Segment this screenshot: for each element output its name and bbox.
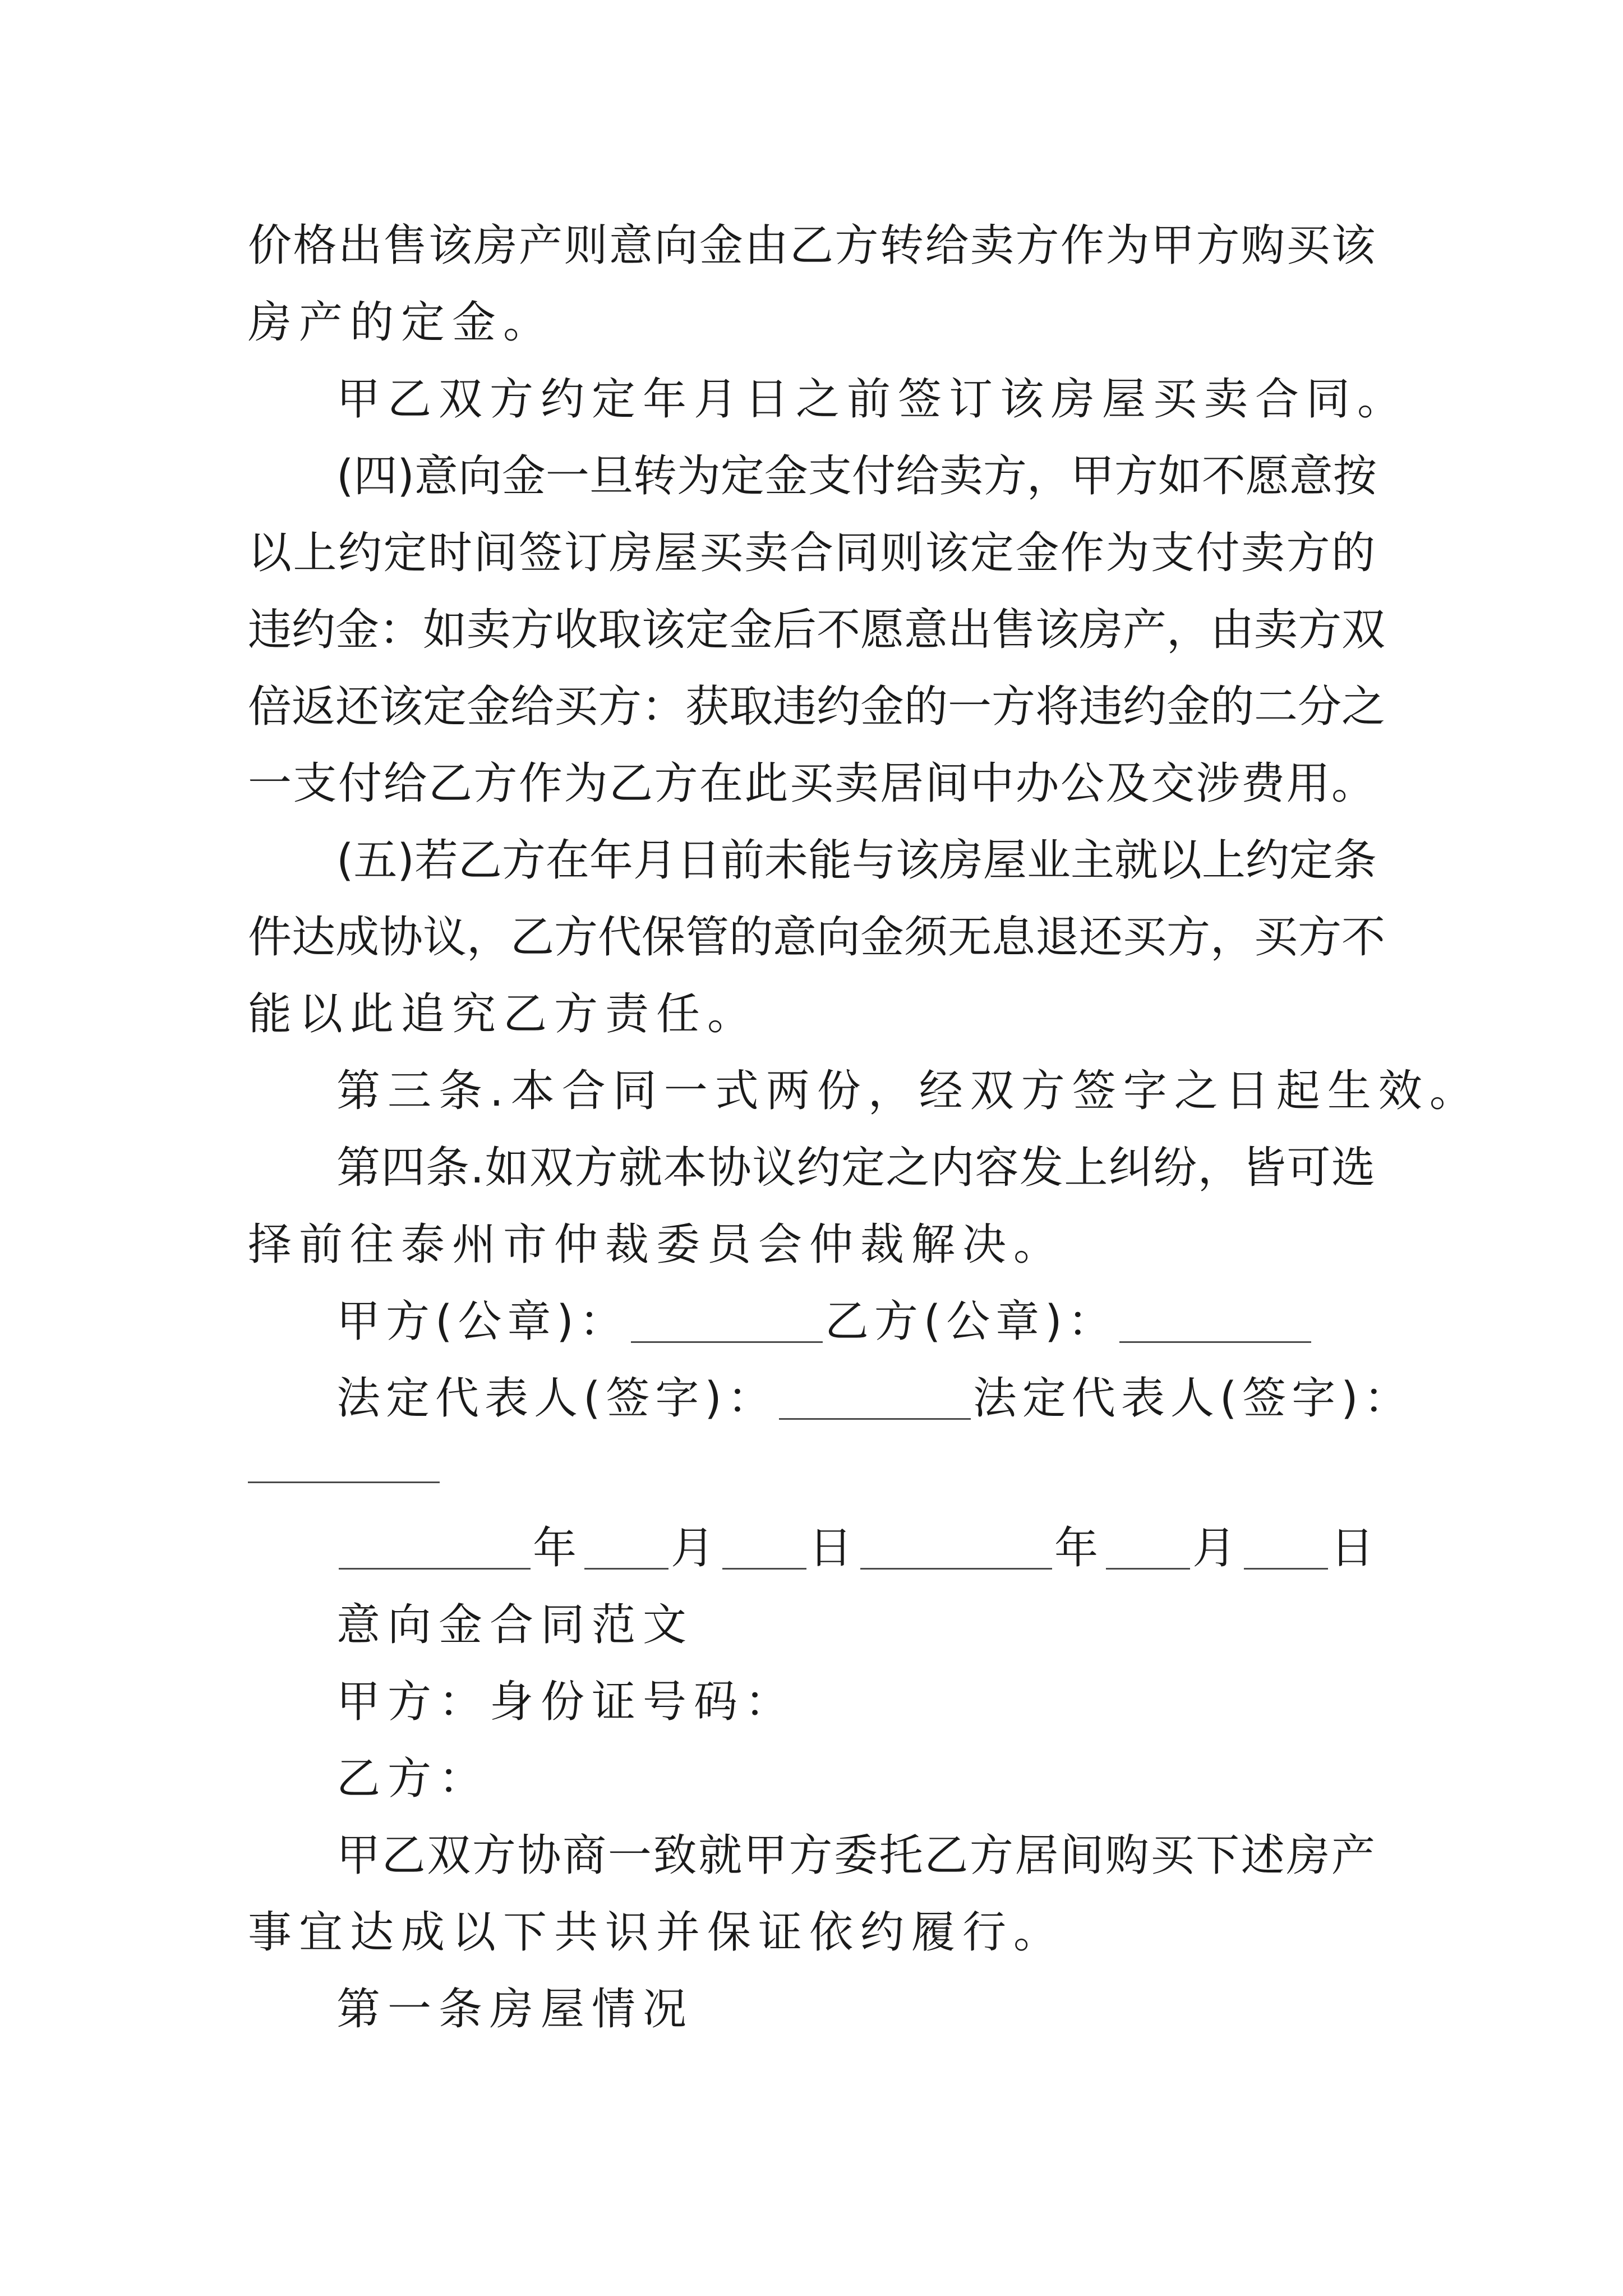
year-label: 年 (533, 1523, 583, 1573)
article-1-heading: 第一条房屋情况 (336, 1984, 694, 2035)
year-label: 年 (1054, 1523, 1104, 1573)
clause-4-line: (四)意向金一旦转为定金支付给卖方，甲方如不愿意按 (336, 451, 1377, 501)
month-b-blank[interactable] (1106, 1524, 1190, 1570)
rep-b-label: 法定代表人(签字)： (972, 1373, 1413, 1424)
intro-line: 甲乙双方协商一致就甲方委托乙方居间购买下述房产 (336, 1830, 1375, 1881)
body-text-line: 倍返还该定金给买方：获取违约金的一方将违约金的二分之 (248, 682, 1386, 732)
body-text-line: 甲乙双方约定年月日之前签订该房屋买卖合同。 (336, 374, 1409, 425)
month-label: 月 (1192, 1523, 1242, 1573)
party-b-seal-blank[interactable] (1119, 1297, 1311, 1343)
seal-row (336, 1294, 1313, 1350)
body-text-line: 一支付给乙方作为乙方在此买卖居间中办公及交涉费用。 (248, 758, 1375, 809)
year-b-blank[interactable] (860, 1524, 1052, 1570)
party-b-line: 乙方： (336, 1754, 490, 1804)
intro-line: 事宜达成以下共识并保证依约履行。 (248, 1907, 1065, 1958)
party-a-seal-label: 甲方(公章)： (336, 1296, 629, 1347)
party-a-line: 甲方：身份证号码： (336, 1677, 796, 1727)
month-a-blank[interactable] (584, 1524, 668, 1570)
clause-5-line: (五)若乙方在年月日前未能与该房屋业主就以上约定条 (336, 835, 1377, 886)
body-text-line: 违约金：如卖方收取该定金后不愿意出售该房产，由卖方双 (248, 605, 1386, 655)
body-text-line: 价格出售该房产则意向金由乙方转给卖方作为甲方购买该 (248, 220, 1375, 271)
rep-b-signature-blank[interactable] (248, 1481, 440, 1483)
representative-row (336, 1370, 1413, 1427)
body-text-line: 择前往泰州市仲裁委员会仲裁解决。 (248, 1220, 1065, 1270)
day-label: 日 (809, 1523, 859, 1573)
rep-a-signature-blank[interactable] (779, 1374, 971, 1420)
template-title: 意向金合同范文 (336, 1600, 694, 1650)
body-text-line: 能以此追究乙方责任。 (248, 989, 759, 1039)
party-a-seal-blank[interactable] (631, 1297, 823, 1343)
day-a-blank[interactable] (722, 1524, 806, 1570)
month-label: 月 (671, 1523, 721, 1573)
article-3-line: 第三条.本合同一式两份，经双方签字之日起生效。 (336, 1066, 1481, 1116)
article-4-line: 第四条.如双方就本协议约定之内容发上纠纷，皆可选 (336, 1143, 1375, 1193)
body-text-line: 房产的定金。 (248, 297, 555, 348)
year-a-blank[interactable] (339, 1524, 531, 1570)
body-text-line: 件达成协议，乙方代保管的意向金须无息退还买方，买方不 (248, 912, 1386, 963)
day-b-blank[interactable] (1244, 1524, 1328, 1570)
body-text-line: 以上约定时间签订房屋买卖合同则该定金作为支付卖方的 (248, 528, 1375, 578)
party-b-seal-label: 乙方(公章)： (824, 1296, 1117, 1347)
rep-a-label: 法定代表人(签字)： (336, 1373, 777, 1424)
day-label: 日 (1330, 1523, 1380, 1573)
date-row (336, 1520, 1380, 1576)
